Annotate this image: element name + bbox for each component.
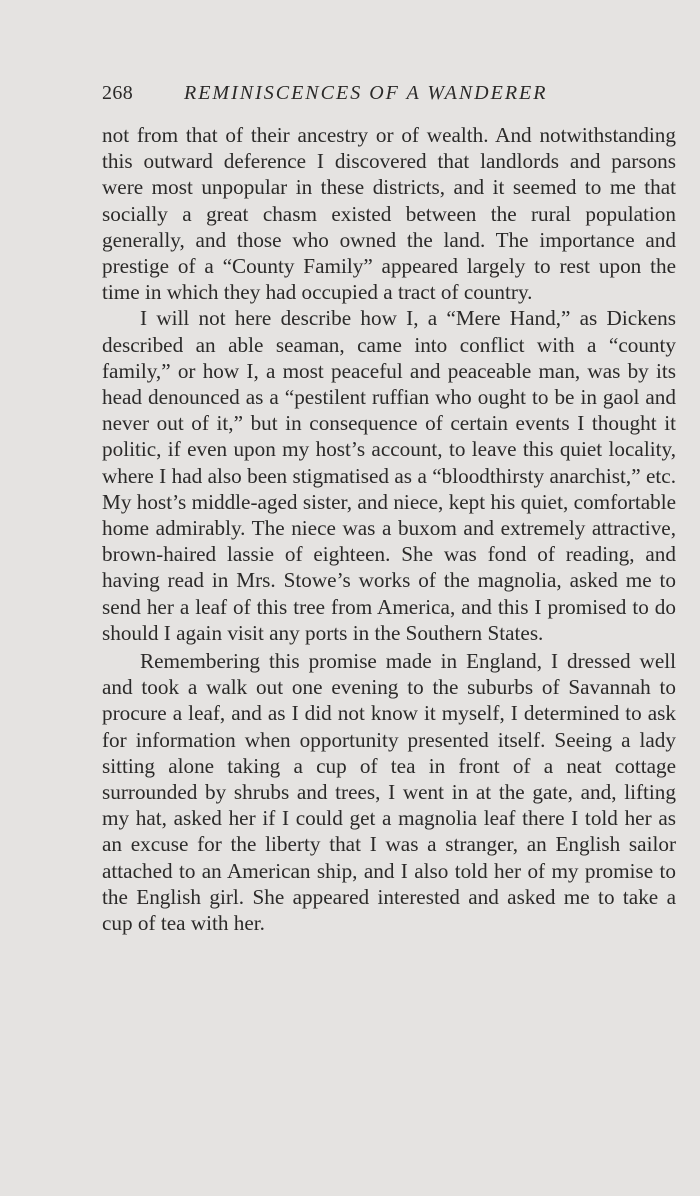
body-text: [102, 122, 676, 936]
page-number: 268: [102, 82, 134, 104]
paragraph-county-family: I will not here describe how I, a “Mere Hand,” as Dickens described an able seaman, came into conflict with a “county family,” or how I, a most peaceful and peaceable man, was by its head denounced as a “pestilent ruffian who ought to be in gaol and never out of it,” but in consequence of certain events I thought it politic, if even upon my host’s account, to leave this quiet locality, where I had also been stigmatised as a “bloodthirsty anarchist,” etc. My host’s middle-aged sister, and niece, kept his quiet, comfortable home admirably. The niece was a buxom and extremely attractive, brown-haired lassie of eighteen. She was fond of reading, and having read in Mrs. Stowe’s works of the magnolia, asked me to send her a leaf of this tree from America, and this I promised to do should I again visit any ports in the Southern States.: [102, 306, 676, 645]
paragraph-magnolia-leaf: Remembering this promise made in England, I dressed well and took a walk out one evening to the suburbs of Savannah to procure a leaf, and as I did not know it myself, I determined to ask for information when opportunity presented itself. Seeing a lady sitting alone taking a cup of tea in front of a neat cottage surrounded by shrubs and trees, I went in at the gate, and, lifting my hat, asked her if I could get a magnolia leaf there I told her as an excuse for the liberty that I was a stranger, an English sailor attached to an American ship, and I also told her of my promise to the English girl. She appeared interested and asked me to take a cup of tea with her.: [102, 649, 676, 936]
book-title: REMINISCENCES OF A WANDERER: [184, 82, 548, 104]
running-head: [102, 82, 676, 112]
paragraph-continuation: not from that of their ancestry or of wealth. And notwithstanding this outward deference I discovered that landlords and parsons were most unpopular in these districts, and it seemed to me that socially a great chasm existed between the rural population generally, and those who owned the land. The importance and prestige of a “County Family” appeared largely to rest upon the time in which they had occupied a tract of country.: [102, 123, 676, 305]
